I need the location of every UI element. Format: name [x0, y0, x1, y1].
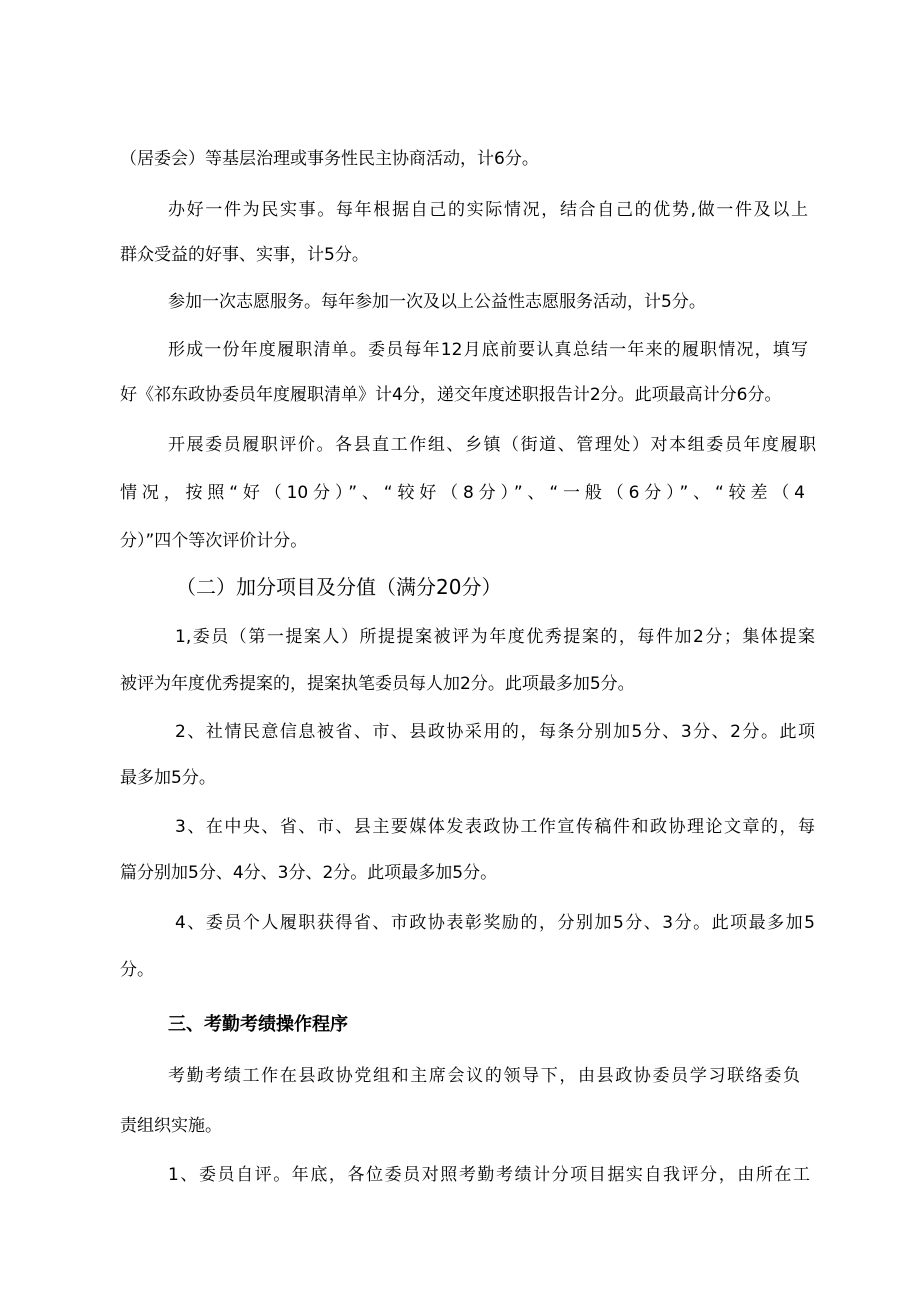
paragraph-line: 4、委员个人履职获得省、市政协表彰奖励的，分别加5分、3分。此项最多加5	[175, 913, 815, 933]
paragraph-line: 办好一件为民实事。每年根据自己的实际情况，结合自己的优势,做一件及以上	[168, 200, 808, 220]
paragraph-line: 好《祁东政协委员年度履职清单》计4分，递交年度述职报告计2分。此项最高计分6分。	[120, 385, 782, 405]
paragraph-line: 篇分别加5分、4分、3分、2分。此项最多加5分。	[120, 863, 498, 883]
paragraph-line: 3、在中央、省、市、县主要媒体发表政协工作宣传稿件和政协理论文章的，每	[175, 817, 815, 837]
paragraph-line: 最多加5分。	[120, 768, 216, 788]
paragraph-line: 责组织实施。	[120, 1116, 222, 1136]
section-heading: 三、考勤考绩操作程序	[168, 1014, 348, 1035]
paragraph-line: 形成一份年度履职清单。委员每年12月底前要认真总结一年来的履职情况，填写	[168, 340, 808, 360]
paragraph-line: 分）”四个等次评价计分。	[120, 531, 308, 551]
paragraph-line: 分。	[120, 960, 154, 980]
paragraph-line: 2、社情民意信息被省、市、县政协采用的，每条分别加5分、3分、2分。此项	[175, 722, 815, 742]
paragraph-line: （居委会）等基层治理或事务性民主协商活动，计6分。	[120, 149, 539, 169]
section-heading: （二）加分项目及分值（满分20分）	[176, 575, 502, 599]
paragraph-line: 情况，按照“好（10分）”、“较好（8分）”、“一般（6分）”、“较差（4	[120, 483, 805, 503]
paragraph-line: 1、委员自评。年底，各位委员对照考勤考绩计分项目据实自我评分，由所在工	[168, 1165, 810, 1185]
paragraph-line: 考勤考绩工作在县政协党组和主席会议的领导下，由县政协委员学习联络委负	[168, 1066, 800, 1086]
paragraph-line: 参加一次志愿服务。每年参加一次及以上公益性志愿服务活动，计5分。	[168, 292, 706, 312]
paragraph-line: 被评为年度优秀提案的，提案执笔委员每人加2分。此项最多加5分。	[120, 674, 635, 694]
paragraph-line: 群众受益的好事、实事，计5分。	[120, 245, 369, 265]
paragraph-line: 1,委员（第一提案人）所提提案被评为年度优秀提案的，每件加2分；集体提案	[175, 627, 815, 647]
paragraph-line: 开展委员履职评价。各县直工作组、乡镇（街道、管理处）对本组委员年度履职	[168, 435, 816, 455]
